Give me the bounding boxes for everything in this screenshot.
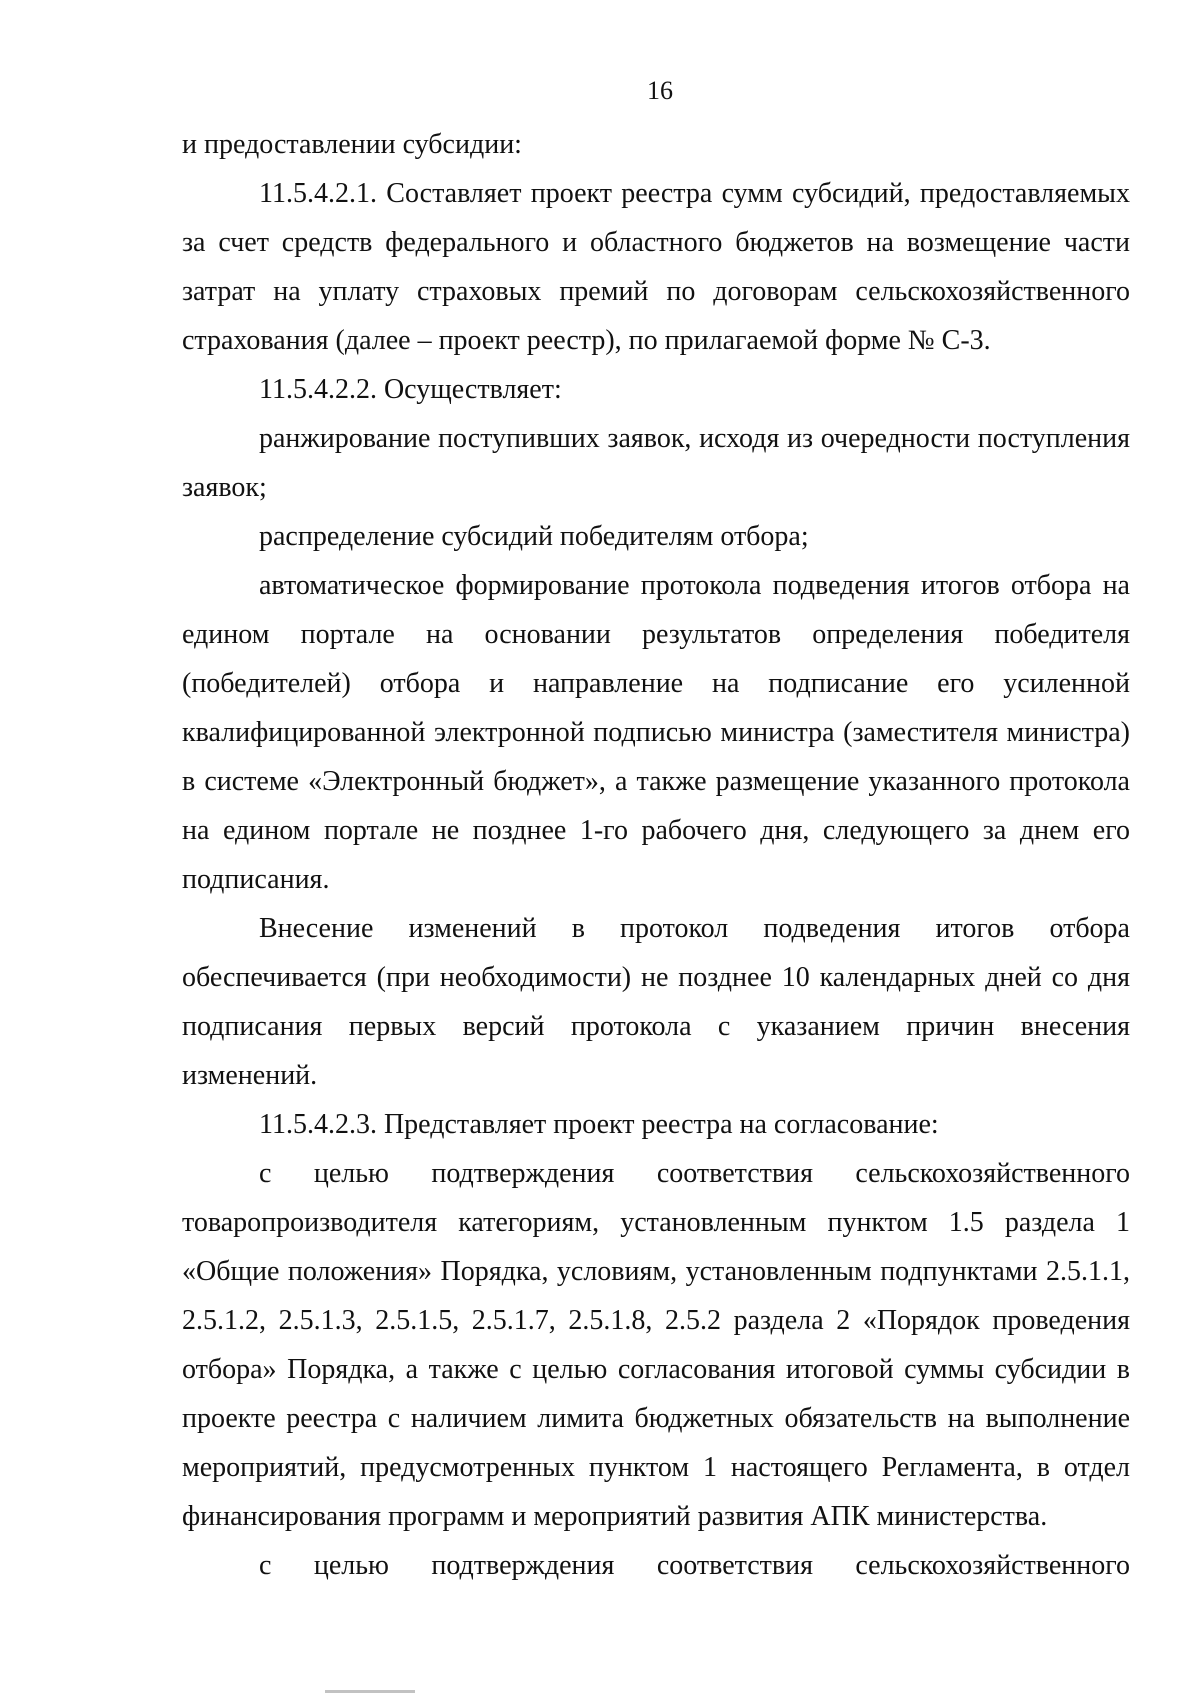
page-number: 16 bbox=[647, 76, 673, 105]
paragraph-11-5-4-2-3: 11.5.4.2.3. Представляет проект реестра на согласование: bbox=[259, 1109, 939, 1140]
paragraph-approval-continued: с целью подтверждения соответствия сельскохозяйственного bbox=[259, 1550, 1130, 1581]
paragraph-approval-finance-department: с целью подтверждения соответствия сельскохозяйственного товаропроизводителя категориям, установленным пунктом 1.5 раздела 1 «Общие положения» Порядка, условиям, установленным подпунктами 2.5.1.1, 2.5.1.2, 2.5.1.3, 2.5.1.5, 2.5.1.7, 2.5.1.8, 2.5.2 раздела 2 «Порядок проведения отбора» Порядка, а также с целью согласования итоговой суммы субсидии в проекте реестра с наличием лимита бюджетных обязательств на выполнение мероприятий, предусмотренных пунктом 1 настоящего Регламента, в отдел финансирования программ и мероприятий развития АПК министерства. bbox=[182, 1158, 1130, 1532]
paragraph-protocol-changes: Внесение изменений в протокол подведения итогов отбора обеспечивается (при необходимости) не позднее 10 календарных дней со дня подписания первых версий протокола с указанием причин внесения изменений. bbox=[182, 913, 1130, 1091]
paragraph-distribution: распределение субсидий победителям отбора; bbox=[259, 521, 809, 552]
paragraph-protocol-formation: автоматическое формирование протокола подведения итогов отбора на едином портале на основании результатов определения победителя (победителей) отбора и направление на подписание его усиленной квалифицированной электронной подписью министра (заместителя министра) в системе «Электронный бюджет», а также размещение указанного протокола на едином портале не позднее 1-го рабочего дня, следующего за днем его подписания. bbox=[182, 570, 1130, 895]
paragraph-ranking: ранжирование поступивших заявок, исходя из очередности поступления заявок; bbox=[182, 423, 1130, 503]
paragraph-11-5-4-2-1: 11.5.4.2.1. Составляет проект реестра сумм субсидий, предоставляемых за счет средств федерального и областного бюджетов на возмещение части затрат на уплату страховых премий по договорам сельскохозяйственного страхования (далее – проект реестр), по прилагаемой форме № С-3. bbox=[182, 178, 1130, 356]
scan-artifact bbox=[325, 1690, 415, 1693]
paragraph-11-5-4-2-2: 11.5.4.2.2. Осуществляет: bbox=[259, 374, 562, 405]
paragraph-continuation: и предоставлении субсидии: bbox=[182, 129, 522, 160]
document-body bbox=[182, 120, 1130, 1590]
